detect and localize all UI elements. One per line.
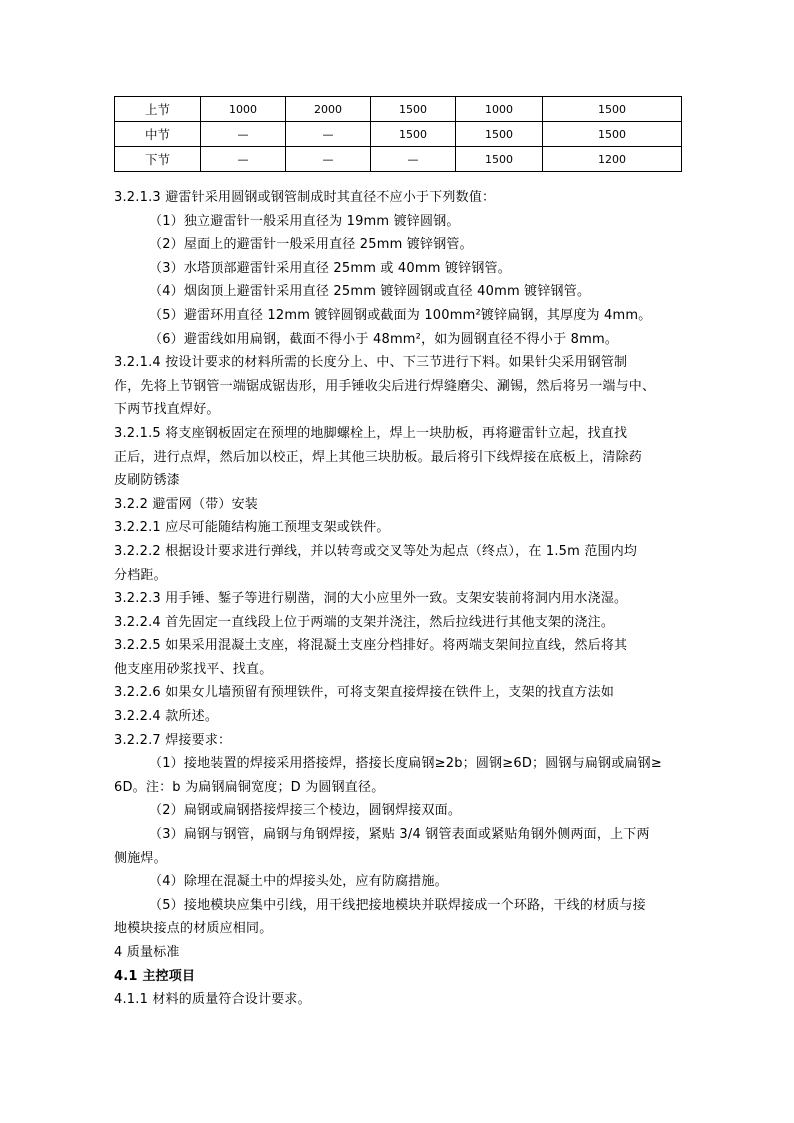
body-text	[114, 186, 682, 1012]
paragraph-line: 分档距。	[114, 567, 167, 583]
table-row	[115, 97, 682, 122]
table-cell: —	[201, 122, 286, 147]
paragraph-line: 正后，进行点焊，然后加以校正，焊上其他三块肋板。最后将引下线焊接在底板上，清除药	[114, 449, 643, 465]
list-item: （4）除埋在混凝土中的焊接头处，应有防腐措施。	[149, 874, 448, 890]
table-cell: 1500	[456, 147, 543, 172]
clause-3-2-1-5: 3.2.1.5 将支座钢板固定在预埋的地脚螺栓上，焊上一块肋板，再将避雷针立起，找直找	[114, 425, 628, 441]
clause-3-2-1-3: 3.2.1.3 避雷针采用圆钢或钢管制成时其直径不应小于下列数值：	[114, 190, 496, 205]
table-cell: 2000	[286, 97, 371, 122]
paragraph-line: 6D。注：b 为扁钢扁铜宽度；D 为圆钢直径。	[114, 779, 385, 795]
clause-3-2-2-5: 3.2.2.5 如果采用混凝土支座，将混凝土支座分档排好。将两端支架间拉直线，然后将其	[114, 638, 628, 654]
table-cell: —	[286, 122, 371, 147]
list-item: （6）避雷线如用扁钢，截面不得小于 48mm²，如为圆钢直径不得小于 8mm。	[149, 331, 619, 347]
clause-3-2-2-4: 3.2.2.4 首先固定一直线段上位于两端的支架并浇注，然后拉线进行其他支架的浇注。	[114, 614, 615, 630]
table-cell: 1000	[456, 97, 543, 122]
paragraph-line: 皮刷防锈漆	[114, 473, 181, 489]
list-item: （1）独立避雷针一般采用直径为 19mm 镀锌圆钢。	[149, 213, 460, 229]
section-heading-4-1: 4.1 主控项目	[114, 968, 196, 984]
section-heading-4: 4 质量标准	[114, 945, 180, 960]
row-label: 上节	[115, 97, 201, 122]
table-cell: —	[286, 147, 371, 172]
list-item: （5）接地模块应集中引线，用干线把接地模块并联焊接成一个环路，干线的材质与接	[149, 897, 646, 913]
section-heading-3-2-2: 3.2.2 避雷网（带）安装	[114, 496, 259, 512]
clause-3-2-2-2: 3.2.2.2 根据设计要求进行弹线，并以转弯或交叉等处为起点（终点），在 1.5m 范围内均	[114, 543, 638, 559]
table-cell: 1500	[371, 97, 456, 122]
list-item: （5）避雷环用直径 12mm 镀锌圆钢或截面为 100mm²镀锌扁钢，其厚度为 4mm。	[149, 307, 652, 323]
list-item: （2）扁钢或扁钢搭接焊接三个棱边，圆钢焊接双面。	[149, 803, 462, 819]
clause-4-1-1: 4.1.1 材料的质量符合设计要求。	[114, 992, 311, 1008]
paragraph-line: 地模块接点的材质应相同。	[114, 921, 273, 937]
list-item: （2）屋面上的避雷针一般采用直径 25mm 镀锌钢管。	[149, 237, 473, 253]
clause-3-2-2-7: 3.2.2.7 焊接要求：	[114, 732, 232, 748]
table-row	[115, 147, 682, 172]
paragraph-line: 侧施焊。	[114, 850, 167, 866]
table-cell: 1000	[201, 97, 286, 122]
table-row	[115, 122, 682, 147]
clause-3-2-2-6: 3.2.2.6 如果女儿墙预留有预埋铁件，可将支架直接焊接在铁件上，支架的找直方法如	[114, 685, 615, 701]
table-cell: —	[371, 147, 456, 172]
paragraph-line: 下两节找直焊好。	[114, 402, 220, 418]
table-cell: 1500	[543, 122, 682, 147]
clause-3-2-2-3: 3.2.2.3 用手锤、錾子等进行剔凿，洞的大小应里外一致。支架安装前将洞内用水浇湿。	[114, 591, 628, 607]
list-item: （4）烟囱顶上避雷针采用直径 25mm 镀锌圆钢或直径 40mm 镀锌钢管。	[149, 284, 591, 300]
paragraph-line: 作，先将上节钢管一端锯成锯齿形，用手锤收尖后进行焊缝磨尖、涮锡，然后将另一端与中、	[114, 378, 656, 394]
table-cell: 1500	[456, 122, 543, 147]
paragraph-line: 3.2.2.4 款所述。	[114, 709, 219, 725]
length-table	[114, 96, 682, 172]
paragraph-line: 他支座用砂浆找平、找直。	[114, 661, 273, 677]
list-item: （1）接地装置的焊接采用搭接焊，搭接长度扁钢≥2b；圆钢≥6D；圆钢与扁钢或扁钢≥	[149, 756, 662, 772]
table-cell: —	[201, 147, 286, 172]
table-cell: 1500	[371, 122, 456, 147]
clause-3-2-1-4: 3.2.1.4 按设计要求的材料所需的长度分上、中、下三节进行下料。如果针尖采用钢管制	[114, 355, 628, 371]
table-cell: 1500	[543, 97, 682, 122]
list-item: （3）扁钢与钢管，扁钢与角钢焊接，紧贴 3/4 钢管表面或紧贴角钢外侧两面，上下两	[149, 827, 650, 843]
row-label: 中节	[115, 122, 201, 147]
row-label: 下节	[115, 147, 201, 172]
clause-3-2-2-1: 3.2.2.1 应尽可能随结构施工预埋支架或铁件。	[114, 520, 390, 536]
table-cell: 1200	[543, 147, 682, 172]
list-item: （3）水塔顶部避雷针采用直径 25mm 或 40mm 镀锌钢管。	[149, 260, 511, 276]
